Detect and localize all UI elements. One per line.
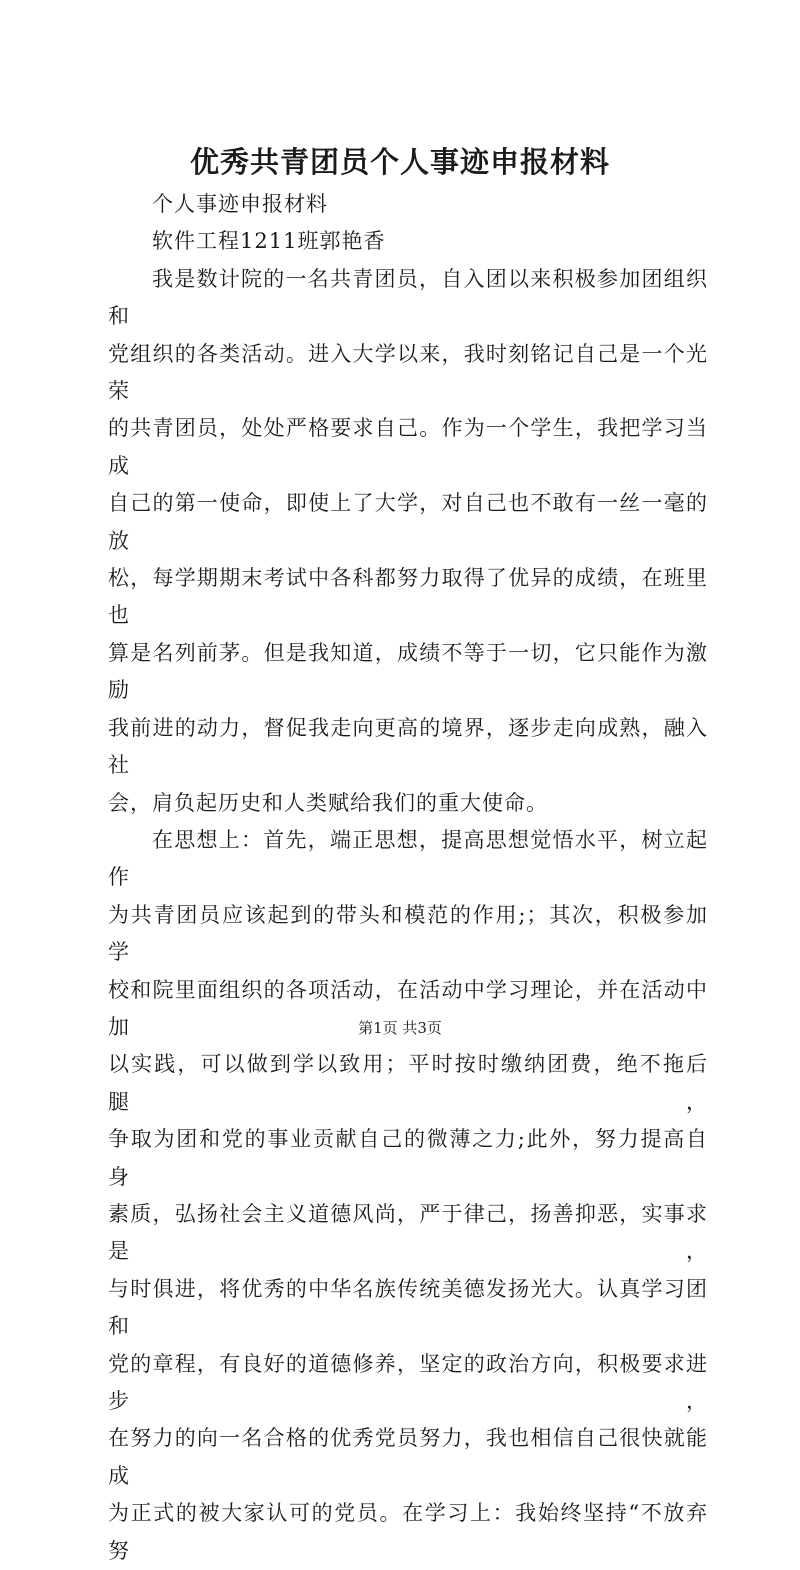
paragraph-2-line: 争取为团和党的事业贡献自己的微薄之力;此外，努力提高自身 (108, 1127, 708, 1189)
paragraph-2-line: 在思想上：首先，端正思想，提高思想觉悟水平，树立起作 (108, 827, 708, 890)
paragraph-2-line: 素质，弘扬社会主义道德风尚，严于律己，扬善抑恶，实事求是， (108, 1201, 708, 1264)
paragraph-1-line: 算是名列前茅。但是我知道，成绩不等于一切，它只能作为激励 (108, 640, 708, 703)
paragraph-1-line: 党组织的各类活动。进入大学以来，我时刻铭记自己是一个光荣 (108, 341, 708, 404)
paragraph-1-line: 我是数计院的一名共青团员，自入团以来积极参加团组织和 (108, 266, 708, 329)
document-body (108, 186, 708, 1570)
paragraph-1-line: 的共青团员，处处严格要求自己。作为一个学生，我把学习当成 (108, 416, 708, 478)
paragraph-2-line: 为共青团员应该起到的带头和模范的作用;；其次，积极参加学 (108, 902, 708, 965)
document-title: 优秀共青团员个人事迹申报材料 (189, 145, 610, 179)
paragraph-2-line: 校和院里面组织的各项活动，在活动中学习理论，并在活动中加 (108, 977, 708, 1039)
paragraph-1-line: 我前进的动力，督促我走向更高的境界，逐步走向成熟，融入社 (108, 715, 708, 778)
paragraph-2-line: 与时俱进，将优秀的中华名族传统美德发扬光大。认真学习团和 (108, 1276, 708, 1339)
paragraph-2-line: 以实践，可以做到学以致用；平时按时缴纳团费，绝不拖后腿， (108, 1052, 708, 1114)
paragraph-2-line: 在努力的向一名合格的优秀党员努力，我也相信自己很快就能成 (108, 1426, 708, 1488)
subtitle-line: 个人事迹申报材料 (152, 192, 328, 216)
paragraph-1-line: 松，每学期期末考试中各科都努力取得了优异的成绩，在班里也 (108, 566, 708, 628)
paragraph-2-line: 党的章程，有良好的道德修养，坚定的政治方向，积极要求进步， (108, 1351, 708, 1413)
page-number-footer: 第1页 共3页 (358, 1019, 442, 1037)
paragraph-1-line: 自己的第一使命，即使上了大学，对自己也不敢有一丝一毫的放 (108, 491, 708, 553)
paragraph-2-line: 为正式的被大家认可的党员。在学习上：我始终坚持“不放弃努 (108, 1501, 708, 1563)
author-line: 软件工程1211班郭艳香 (152, 229, 386, 254)
paragraph-1-line: 会，肩负起历史和人类赋给我们的重大使命。 (108, 790, 548, 815)
